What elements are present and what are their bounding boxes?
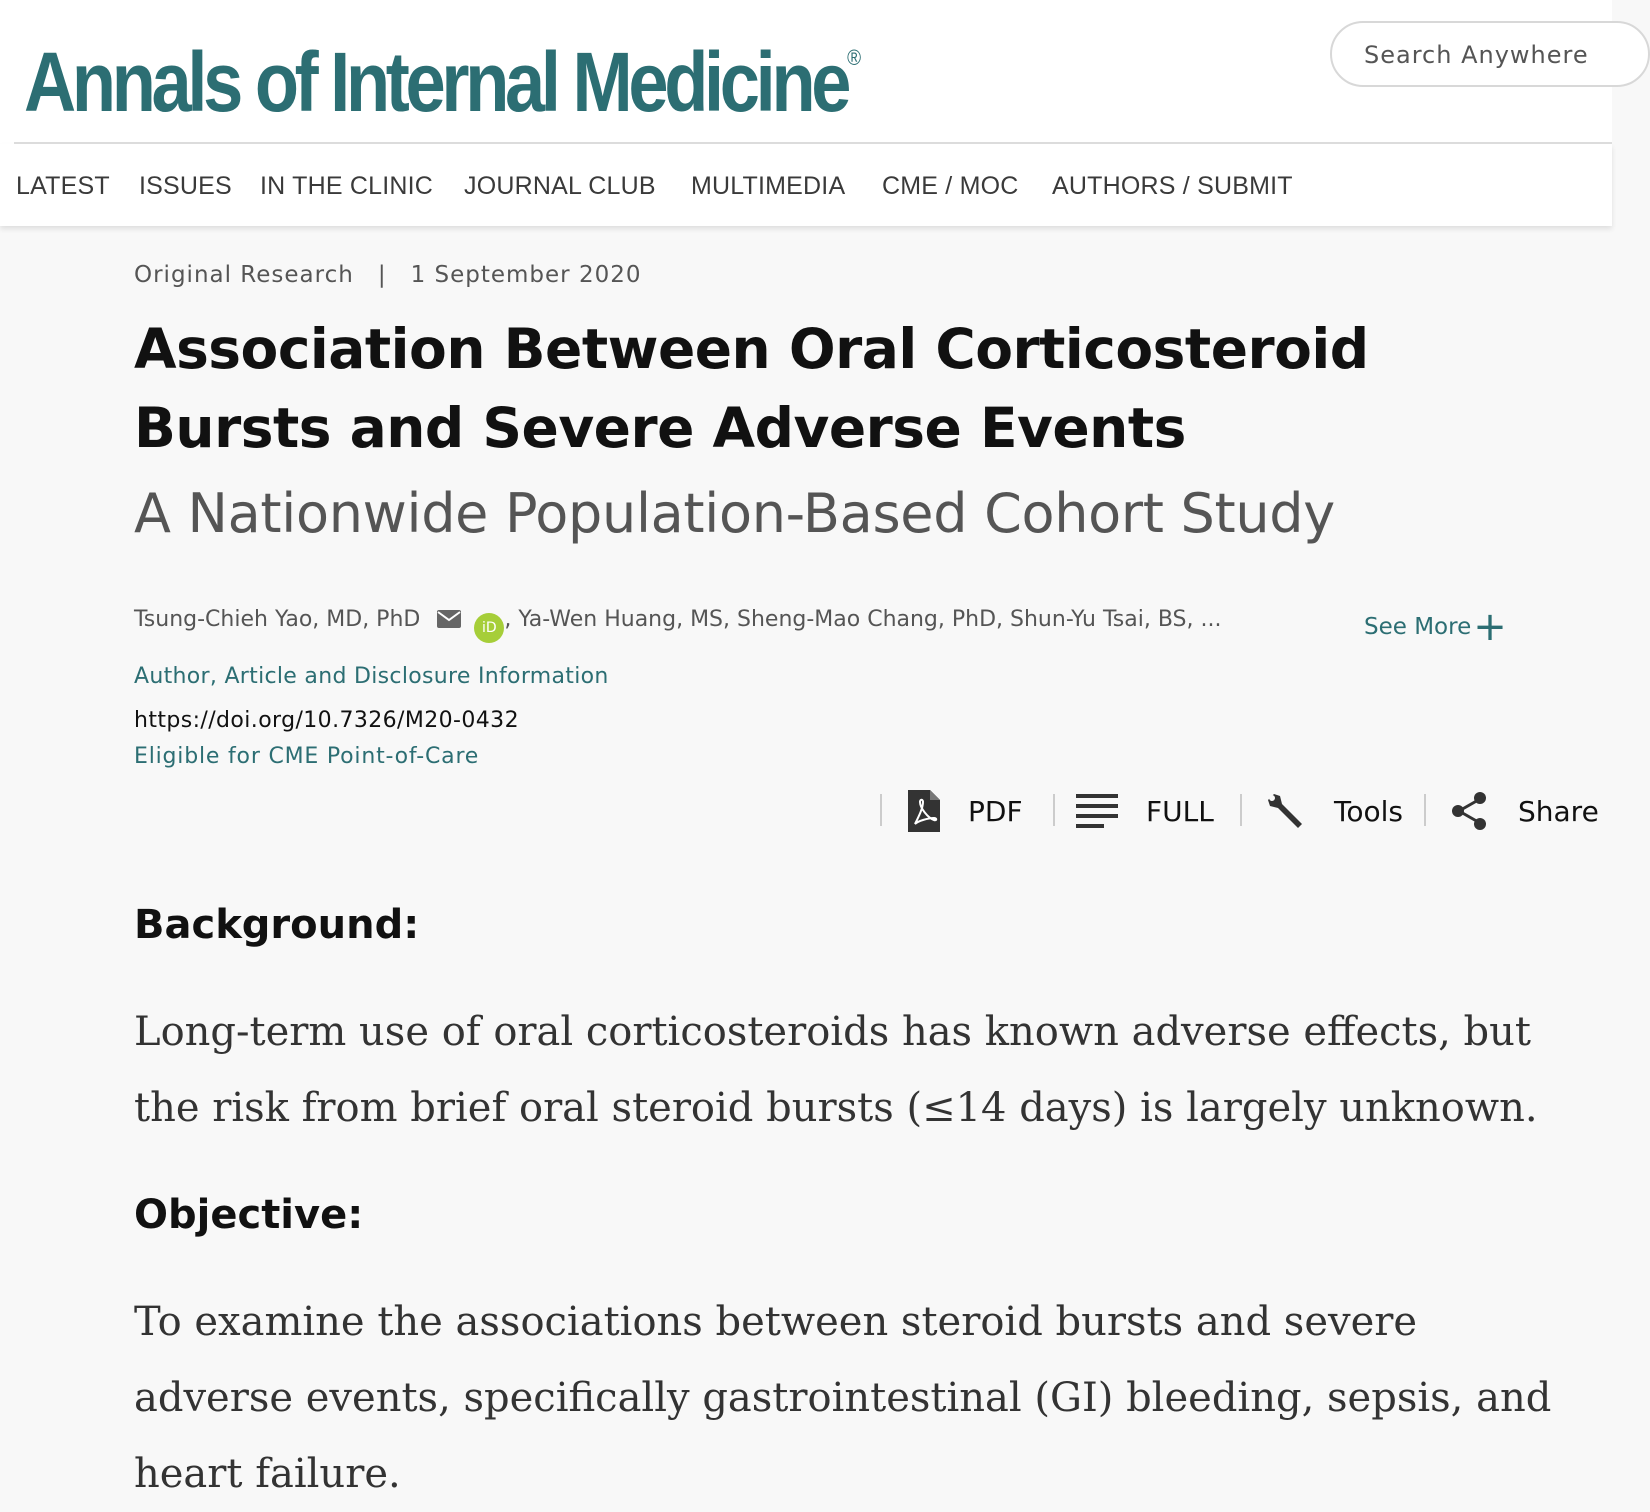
search-box[interactable] [1330, 21, 1650, 87]
article-type: Original Research [134, 262, 354, 288]
nav-item-issues[interactable]: ISSUES [139, 172, 232, 200]
full-text-icon [1076, 794, 1118, 828]
full-text-label: FULL [1146, 794, 1214, 828]
orcid-icon[interactable]: iD [474, 613, 504, 643]
pdf-icon [906, 790, 940, 832]
journal-logo[interactable] [24, 8, 861, 132]
see-more-authors-button[interactable] [1364, 604, 1507, 650]
author-link-first[interactable]: Tsung-Chieh Yao, MD, PhD [134, 607, 421, 632]
toolbar-divider [1053, 794, 1055, 826]
share-label: Share [1518, 794, 1599, 828]
cme-link[interactable]: Eligible for CME Point-of-Care [134, 744, 480, 769]
background-text: Long-term use of oral corticosteroids has known adverse effects, but the risk from brief oral steroid bursts (≤14 days) is largely unknown. [134, 1009, 1538, 1131]
background-heading: Background: [134, 902, 420, 948]
objective-text: To examine the associations between steroid bursts and severe adverse events, specifically gastrointestinal (GI) bleeding, sepsis, and heart failure. [134, 1299, 1552, 1497]
toolbar-divider [880, 794, 882, 826]
journal-name: Annals of Internal Medicine [24, 35, 848, 129]
nav-item-cme-moc[interactable]: CME / MOC [882, 172, 1019, 200]
objective-heading: Objective: [134, 1192, 364, 1238]
wrench-icon [1264, 790, 1306, 832]
plus-icon: + [1473, 604, 1507, 650]
pdf-button[interactable] [906, 788, 1023, 834]
share-icon [1450, 791, 1490, 831]
doi-link[interactable]: https://doi.org/10.7326/M20-0432 [134, 708, 519, 733]
tools-button[interactable] [1264, 788, 1403, 834]
toolbar-divider [1240, 794, 1242, 826]
registered-mark: ® [847, 45, 862, 70]
disclosure-link[interactable]: Author, Article and Disclosure Information [134, 664, 609, 689]
nav-item-multimedia[interactable]: MULTIMEDIA [691, 172, 846, 200]
masthead [0, 0, 1612, 144]
share-button[interactable] [1450, 788, 1599, 834]
full-text-button[interactable] [1076, 788, 1214, 834]
tools-label: Tools [1334, 794, 1403, 828]
nav-item-journal-club[interactable]: JOURNAL CLUB [464, 172, 656, 200]
nav-item-authors-submit[interactable]: AUTHORS / SUBMIT [1052, 172, 1293, 200]
author-list-rest[interactable]: , Ya-Wen Huang, MS, Sheng-Mao Chang, PhD, Shun-Yu Tsai, BS, ... [504, 607, 1222, 632]
article-subtitle: A Nationwide Population-Based Cohort Study [134, 482, 1335, 545]
article-date: 1 September 2020 [410, 262, 642, 288]
mail-icon[interactable] [437, 609, 461, 627]
article-title: Association Between Oral Corticosteroid Bursts and Severe Adverse Events [134, 317, 1369, 460]
main-nav [0, 144, 1612, 226]
see-more-label: See More [1364, 614, 1472, 640]
pdf-label: PDF [968, 794, 1023, 828]
search-input[interactable] [1362, 35, 1646, 75]
author-list [134, 607, 1334, 643]
meta-separator: | [377, 262, 387, 288]
nav-item-latest[interactable]: LATEST [16, 172, 110, 200]
article-meta [134, 262, 641, 288]
toolbar-divider [1424, 794, 1426, 826]
nav-item-in-the-clinic[interactable]: IN THE CLINIC [260, 172, 433, 200]
